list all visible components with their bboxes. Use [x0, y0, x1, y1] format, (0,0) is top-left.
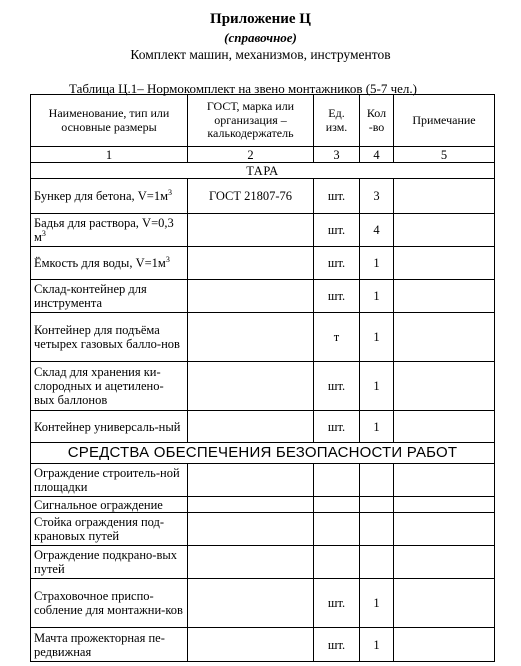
table-row	[31, 362, 495, 411]
header-row	[31, 95, 495, 147]
item-name-text: Ёмкость для воды, V=1м	[34, 256, 166, 270]
item-name-cell	[31, 546, 188, 579]
equipment-table	[30, 94, 495, 662]
item-name-text: Сигнальное ограждение	[34, 497, 163, 512]
note-cell	[394, 546, 495, 579]
unit-cell: шт.	[314, 280, 360, 313]
gost-cell	[188, 313, 314, 362]
col-header-unit: Ед. изм.	[314, 95, 360, 147]
unit-cell: шт.	[314, 411, 360, 443]
gost-cell	[188, 362, 314, 411]
item-name-text: Страховочное приспо-собление для монтажни-ков	[34, 589, 183, 617]
section-title: ТАРА	[31, 163, 495, 179]
unit-cell: шт.	[314, 628, 360, 662]
qty-cell	[360, 546, 394, 579]
section-header-row	[31, 163, 495, 179]
note-cell	[394, 280, 495, 313]
unit-cell	[314, 513, 360, 546]
unit-cell: шт.	[314, 362, 360, 411]
gost-cell	[188, 464, 314, 497]
note-cell	[394, 179, 495, 214]
note-cell	[394, 513, 495, 546]
note-cell	[394, 628, 495, 662]
item-name-text: Ограждение строитель-ной площадки	[34, 466, 180, 494]
appendix-title: Приложение Ц	[210, 11, 311, 27]
qty-cell: 1	[360, 628, 394, 662]
gost-cell	[188, 411, 314, 443]
qty-cell	[360, 464, 394, 497]
unit-cell	[314, 546, 360, 579]
note-cell	[394, 411, 495, 443]
table-row	[31, 464, 495, 497]
qty-cell: 4	[360, 214, 394, 247]
item-name-text: Склад-контейнер для инструмента	[34, 282, 147, 310]
table-row	[31, 214, 495, 247]
item-name-cell	[31, 464, 188, 497]
col-number: 5	[394, 147, 495, 163]
table-row	[31, 628, 495, 662]
gost-cell	[188, 214, 314, 247]
note-cell	[394, 214, 495, 247]
gost-cell	[188, 546, 314, 579]
item-name-cell	[31, 313, 188, 362]
gost-cell	[188, 579, 314, 628]
col-header-note: Примечание	[394, 95, 495, 147]
item-name-text: Бункер для бетона, V=1м	[34, 189, 168, 203]
item-name-text: Контейнер для подъёма четырех газовых балло-нов	[34, 323, 180, 351]
item-name-cell	[31, 628, 188, 662]
note-cell	[394, 313, 495, 362]
table-row	[31, 546, 495, 579]
item-name-cell	[31, 179, 188, 214]
item-name-text: Мачта прожекторная пе-редвижная	[34, 630, 165, 659]
table-row	[31, 313, 495, 362]
col-number: 2	[188, 147, 314, 163]
item-name-cell	[31, 497, 188, 513]
item-name-cell	[31, 214, 188, 247]
unit-cell: шт.	[314, 179, 360, 214]
item-name-text: Бадья для раствора, V=0,3 м	[34, 216, 174, 244]
unit-cell: шт.	[314, 247, 360, 280]
note-cell	[394, 464, 495, 497]
qty-cell: 1	[360, 411, 394, 443]
gost-cell	[188, 628, 314, 662]
unit-superscript: 3	[165, 254, 170, 264]
note-cell	[394, 362, 495, 411]
table-row	[31, 179, 495, 214]
item-name-cell	[31, 247, 188, 280]
item-name-text: Ограждение подкрано-вых путей	[34, 548, 178, 576]
column-number-row	[31, 147, 495, 163]
col-header-name: Наименование, тип или основные размеры	[31, 95, 188, 147]
qty-cell: 3	[360, 179, 394, 214]
unit-superscript: 3	[167, 187, 172, 197]
table-row	[31, 247, 495, 280]
gost-cell	[188, 513, 314, 546]
qty-cell: 1	[360, 280, 394, 313]
gost-cell	[188, 497, 314, 513]
item-name-text: Склад для хранения ки-слородных и ацетилено-вых баллонов	[34, 365, 164, 407]
section-title: СРЕДСТВА ОБЕСПЕЧЕНИЯ БЕЗОПАСНОСТИ РАБОТ	[31, 443, 495, 464]
gost-cell	[188, 247, 314, 280]
col-header-gost: ГОСТ, марка или организация – калькодержатель	[188, 95, 314, 147]
col-header-qty: Кол -во	[360, 95, 394, 147]
item-name-cell	[31, 513, 188, 546]
qty-cell	[360, 497, 394, 513]
table-row	[31, 280, 495, 313]
unit-cell	[314, 464, 360, 497]
note-cell	[394, 497, 495, 513]
item-name-cell	[31, 280, 188, 313]
table-row	[31, 513, 495, 546]
item-name-cell	[31, 362, 188, 411]
unit-superscript: 3	[41, 228, 46, 238]
item-name-text: Контейнер универсаль-ный	[34, 419, 181, 434]
appendix-description: Комплект машин, механизмов, инструментов	[130, 47, 391, 62]
col-number: 3	[314, 147, 360, 163]
qty-cell: 1	[360, 579, 394, 628]
qty-cell: 1	[360, 247, 394, 280]
note-cell	[394, 579, 495, 628]
table-row	[31, 497, 495, 513]
col-number: 1	[31, 147, 188, 163]
section-header-row	[31, 443, 495, 464]
unit-cell: шт.	[314, 579, 360, 628]
qty-cell: 1	[360, 313, 394, 362]
qty-cell: 1	[360, 362, 394, 411]
qty-cell	[360, 513, 394, 546]
gost-cell: ГОСТ 21807-76	[188, 179, 314, 214]
table-row	[31, 579, 495, 628]
col-number: 4	[360, 147, 394, 163]
item-name-cell	[31, 411, 188, 443]
unit-cell: т	[314, 313, 360, 362]
table-caption: Таблица Ц.1– Нормокомплект на звено монтажников (5-7 чел.)	[69, 81, 417, 96]
note-cell	[394, 247, 495, 280]
unit-cell	[314, 497, 360, 513]
item-name-cell	[31, 579, 188, 628]
unit-cell: шт.	[314, 214, 360, 247]
appendix-subtitle: (справочное)	[224, 30, 297, 45]
item-name-text: Стойка ограждения под-крановых путей	[34, 515, 165, 543]
table-row	[31, 411, 495, 443]
gost-cell	[188, 280, 314, 313]
